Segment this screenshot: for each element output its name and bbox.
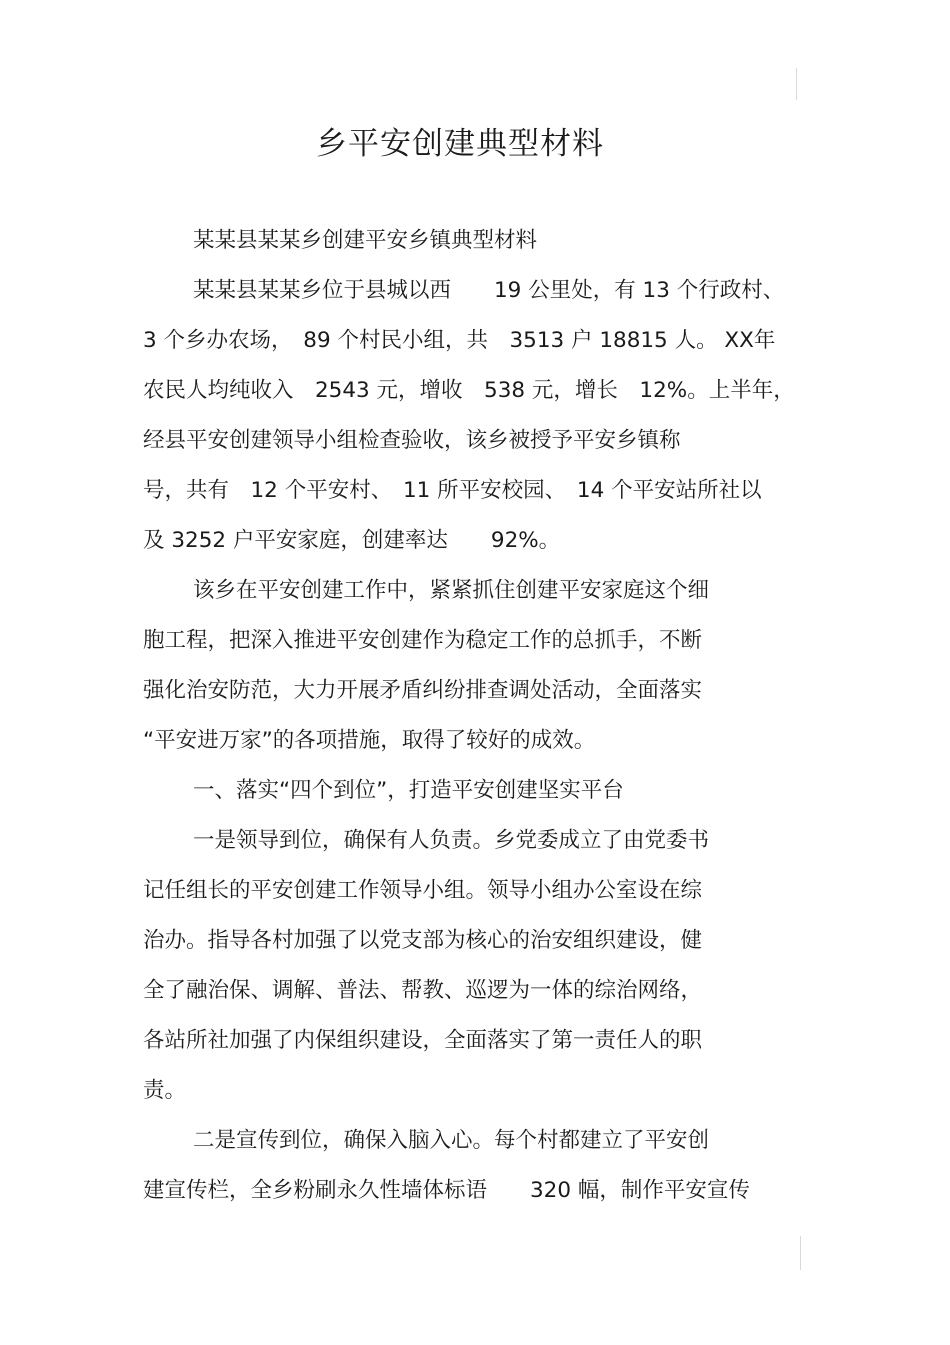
paragraph-line: 农民人均纯收入 2543 元，增收 538 元，增长 12%。上半年， [143,378,795,403]
paragraph-line: 全了融治保、调解、普法、帮教、巡逻为一体的综治网络， [143,978,703,1003]
page-edge-mark-bottom [800,1236,801,1270]
paragraph-line: 3 个乡办农场， 89 个村民小组，共 3513 户 18815 人。 XX年 [143,328,776,353]
section-heading: 一、落实“四个到位”，打造平安创建坚实平台 [193,778,624,803]
paragraph-line: 该乡在平安创建工作中，紧紧抓住创建平安家庭这个细 [193,578,710,603]
paragraph-line: 治办。指导各村加强了以党支部为核心的治安组织建设，健 [143,928,703,953]
page-edge-mark-top [796,68,797,100]
paragraph-line: 强化治安防范，大力开展矛盾纠纷排查调处活动，全面落实 [143,678,703,703]
document-title: 乡平安创建典型材料 [316,126,604,162]
paragraph-line: “平安进万家”的各项措施，取得了较好的成效。 [143,728,596,753]
paragraph-line: 号，共有 12 个平安村、 11 所平安校园、 14 个平安站所社以 [143,478,762,503]
paragraph-line: 经县平安创建领导小组检查验收，该乡被授予平安乡镇称 [143,428,681,453]
paragraph-line: 记任组长的平安创建工作领导小组。领导小组办公室设在综 [143,878,703,903]
paragraph-line: 建宣传栏，全乡粉刷永久性墙体标语 320 幅，制作平安宣传 [143,1178,750,1203]
paragraph-line: 二是宣传到位，确保入脑入心。每个村都建立了平安创 [193,1128,710,1153]
paragraph-line: 胞工程，把深入推进平安创建作为稳定工作的总抓手，不断 [143,628,703,653]
doc-subtitle-line: 某某县某某乡创建平安乡镇典型材料 [193,228,538,253]
paragraph-line: 各站所社加强了内保组织建设，全面落实了第一责任人的职 [143,1028,703,1053]
paragraph-line: 及 3252 户平安家庭，创建率达 92%。 [143,528,561,553]
paragraph-line: 责。 [143,1078,187,1103]
paragraph-line: 一是领导到位，确保有人负责。乡党委成立了由党委书 [193,828,710,853]
paragraph-line: 某某县某某乡位于县城以西 19 公里处，有 13 个行政村、 [193,278,785,303]
